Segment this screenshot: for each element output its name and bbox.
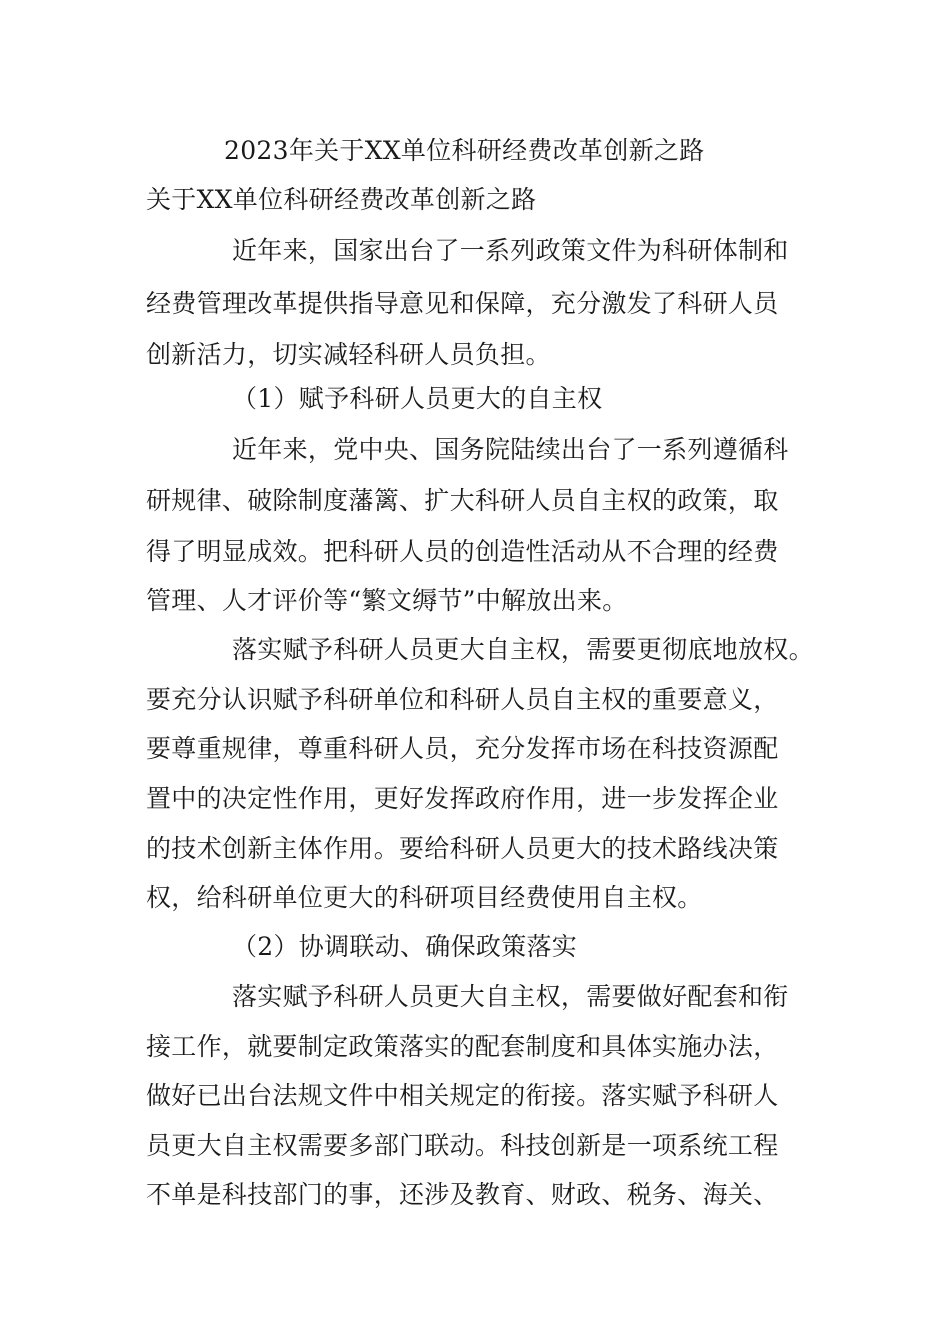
paragraph-line: 管理、人才评价等“繁文缛节”中解放出来。 <box>146 586 628 615</box>
paragraph-line: 员更大自主权需要多部门联动。科技创新是一项系统工程 <box>146 1131 779 1160</box>
paragraph-line: 接工作，就要制定政策落实的配套制度和具体实施办法， <box>146 1032 779 1061</box>
paragraph-line: 落实赋予科研人员更大自主权，需要做好配套和衔 <box>232 982 789 1011</box>
section-heading: （2）协调联动、确保政策落实 <box>232 932 578 961</box>
paragraph-line: 近年来，党中央、国务院陆续出台了一系列遵循科 <box>232 435 789 464</box>
paragraph-line: 创新活力，切实减轻科研人员负担。 <box>146 340 551 369</box>
section-heading: （1）赋予科研人员更大的自主权 <box>232 384 603 413</box>
paragraph-line: 经费管理改革提供指导意见和保障，充分激发了科研人员 <box>146 289 779 318</box>
paragraph-line: 权，给科研单位更大的科研项目经费使用自主权。 <box>146 883 703 912</box>
paragraph-line: 置中的决定性作用，更好发挥政府作用，进一步发挥企业 <box>146 784 779 813</box>
paragraph-line: 落实赋予科研人员更大自主权，需要更彻底地放权。 <box>232 635 814 664</box>
paragraph-line: 做好已出台法规文件中相关规定的衔接。落实赋予科研人 <box>146 1081 779 1110</box>
paragraph-line: 不单是科技部门的事，还涉及教育、财政、税务、海关、 <box>146 1180 779 1209</box>
paragraph-line: 得了明显成效。把科研人员的创造性活动从不合理的经费 <box>146 537 779 566</box>
paragraph-line: 研规律、破除制度藩篱、扩大科研人员自主权的政策，取 <box>146 486 779 515</box>
paragraph-line: 要尊重规律，尊重科研人员，充分发挥市场在科技资源配 <box>146 734 779 763</box>
paragraph-line: 近年来，国家出台了一系列政策文件为科研体制和 <box>232 236 789 265</box>
paragraph-line: 要充分认识赋予科研单位和科研人员自主权的重要意义， <box>146 685 779 714</box>
paragraph-line: 的技术创新主体作用。要给科研人员更大的技术路线决策 <box>146 834 779 863</box>
document-subtitle: 关于XX单位科研经费改革创新之路 <box>146 185 537 214</box>
document-title: 2023年关于XX单位科研经费改革创新之路 <box>224 136 705 165</box>
